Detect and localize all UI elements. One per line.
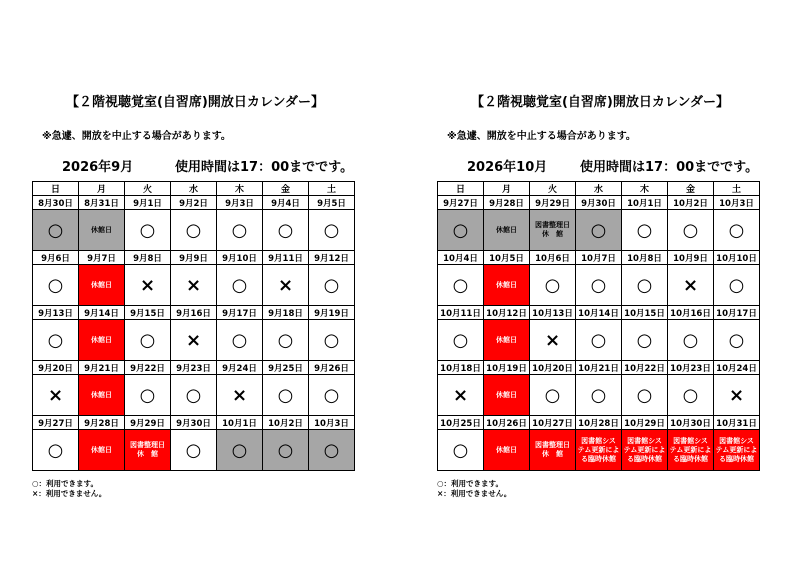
- weekday-header: 土: [714, 182, 760, 196]
- date-cell: 9月11日: [263, 251, 309, 265]
- date-cell: 10月8日: [622, 251, 668, 265]
- status-row: [438, 320, 760, 361]
- status-cell: 休館日: [79, 430, 125, 471]
- date-cell: 10月25日: [438, 416, 484, 430]
- status-cell: ○: [530, 375, 576, 416]
- date-cell: 10月26日: [484, 416, 530, 430]
- date-cell: 9月23日: [171, 361, 217, 375]
- date-row: [33, 251, 355, 265]
- weekday-header: 金: [263, 182, 309, 196]
- date-cell: 10月2日: [668, 196, 714, 210]
- status-cell: ○: [309, 265, 355, 306]
- date-row: [438, 306, 760, 320]
- status-cell: ×: [530, 320, 576, 361]
- status-row: [438, 210, 760, 251]
- status-cell: ×: [714, 375, 760, 416]
- date-cell: 9月20日: [33, 361, 79, 375]
- status-cell: ○: [668, 375, 714, 416]
- status-cell: 図書整理日 休 館: [125, 430, 171, 471]
- date-cell: 9月19日: [309, 306, 355, 320]
- calendar-grid: [437, 181, 760, 471]
- date-cell: 9月27日: [33, 416, 79, 430]
- hours-notice: 使用時間は17：00までです。: [175, 160, 354, 175]
- date-cell: 9月10日: [217, 251, 263, 265]
- date-cell: 9月4日: [263, 196, 309, 210]
- date-cell: 9月7日: [79, 251, 125, 265]
- status-cell: ×: [171, 265, 217, 306]
- weekday-header: 木: [622, 182, 668, 196]
- date-cell: 10月20日: [530, 361, 576, 375]
- weekday-header: 土: [309, 182, 355, 196]
- calendar-october: [435, 0, 765, 565]
- date-row: [438, 251, 760, 265]
- status-cell: ○: [714, 320, 760, 361]
- status-cell: ○: [33, 265, 79, 306]
- date-cell: 10月31日: [714, 416, 760, 430]
- date-row: [438, 196, 760, 210]
- status-cell: ○: [171, 210, 217, 251]
- date-cell: 10月27日: [530, 416, 576, 430]
- status-cell: ○: [438, 320, 484, 361]
- status-cell: ×: [125, 265, 171, 306]
- status-cell: ○: [263, 320, 309, 361]
- status-row: [33, 210, 355, 251]
- date-row: [33, 306, 355, 320]
- weekday-header: 日: [438, 182, 484, 196]
- calendar-title: 【２階視聴覚室(自習席)開放日カレンダー】: [65, 95, 325, 110]
- weekday-header: 火: [530, 182, 576, 196]
- status-cell: 休館日: [484, 430, 530, 471]
- status-cell: ○: [125, 320, 171, 361]
- date-cell: 8月31日: [79, 196, 125, 210]
- date-cell: 10月24日: [714, 361, 760, 375]
- status-cell: 休館日: [79, 265, 125, 306]
- status-cell: ○: [33, 430, 79, 471]
- weekday-header: 月: [484, 182, 530, 196]
- legend-item: ○：利用できます。: [32, 479, 98, 488]
- date-cell: 10月10日: [714, 251, 760, 265]
- month-label: 2026年9月: [62, 160, 134, 175]
- date-cell: 9月3日: [217, 196, 263, 210]
- status-cell: 図書整理日 休 館: [530, 430, 576, 471]
- status-cell: 休館日: [484, 375, 530, 416]
- date-cell: 9月30日: [576, 196, 622, 210]
- status-cell: ○: [263, 210, 309, 251]
- status-cell: ○: [125, 375, 171, 416]
- date-cell: 10月6日: [530, 251, 576, 265]
- date-cell: 10月19日: [484, 361, 530, 375]
- status-cell: 休館日: [484, 210, 530, 251]
- status-cell: ○: [576, 375, 622, 416]
- status-cell: ○: [714, 210, 760, 251]
- closure-notice: ※急遽、開放を中止する場合があります。: [447, 131, 636, 142]
- status-row: [33, 375, 355, 416]
- status-cell: 休館日: [79, 320, 125, 361]
- status-cell: ○: [309, 210, 355, 251]
- date-cell: 10月1日: [217, 416, 263, 430]
- status-cell: ×: [33, 375, 79, 416]
- weekday-header: 火: [125, 182, 171, 196]
- status-cell: ○: [668, 320, 714, 361]
- status-cell: ○: [171, 430, 217, 471]
- status-row: [33, 320, 355, 361]
- date-cell: 10月14日: [576, 306, 622, 320]
- status-cell: ○: [622, 265, 668, 306]
- legend-item: ×：利用できません。: [32, 489, 107, 498]
- date-cell: 10月1日: [622, 196, 668, 210]
- date-cell: 10月29日: [622, 416, 668, 430]
- status-cell: ×: [438, 375, 484, 416]
- date-cell: 9月9日: [171, 251, 217, 265]
- date-cell: 9月18日: [263, 306, 309, 320]
- status-cell: ○: [438, 265, 484, 306]
- date-cell: 9月2日: [171, 196, 217, 210]
- legend-item: ○：利用できます。: [437, 479, 503, 488]
- status-cell: 図書館シス テム更新によ る臨時休館: [668, 430, 714, 471]
- weekday-header-row: [438, 182, 760, 196]
- calendar-grid: [32, 181, 355, 471]
- date-cell: 9月22日: [125, 361, 171, 375]
- calendar-title: 【２階視聴覚室(自習席)開放日カレンダー】: [470, 95, 730, 110]
- date-cell: 10月22日: [622, 361, 668, 375]
- status-row: [438, 430, 760, 471]
- weekday-header: 日: [33, 182, 79, 196]
- date-cell: 9月1日: [125, 196, 171, 210]
- date-cell: 9月17日: [217, 306, 263, 320]
- month-label: 2026年10月: [467, 160, 548, 175]
- date-cell: 9月8日: [125, 251, 171, 265]
- date-cell: 9月16日: [171, 306, 217, 320]
- status-cell: 休館日: [484, 265, 530, 306]
- date-cell: 10月21日: [576, 361, 622, 375]
- date-cell: 8月30日: [33, 196, 79, 210]
- date-row: [33, 416, 355, 430]
- hours-notice: 使用時間は17：00までです。: [580, 160, 759, 175]
- status-cell: ○: [217, 265, 263, 306]
- status-cell: ×: [171, 320, 217, 361]
- date-row: [33, 361, 355, 375]
- status-cell: ×: [668, 265, 714, 306]
- date-cell: 10月12日: [484, 306, 530, 320]
- date-cell: 9月14日: [79, 306, 125, 320]
- date-cell: 9月15日: [125, 306, 171, 320]
- date-cell: 9月6日: [33, 251, 79, 265]
- status-cell: ○: [33, 210, 79, 251]
- date-cell: 9月28日: [79, 416, 125, 430]
- status-cell: ○: [309, 375, 355, 416]
- status-cell: 休館日: [484, 320, 530, 361]
- date-cell: 9月24日: [217, 361, 263, 375]
- date-cell: 9月30日: [171, 416, 217, 430]
- date-cell: 10月17日: [714, 306, 760, 320]
- date-cell: 9月26日: [309, 361, 355, 375]
- status-cell: 図書館シス テム更新によ る臨時休館: [714, 430, 760, 471]
- status-cell: ○: [714, 265, 760, 306]
- date-cell: 10月30日: [668, 416, 714, 430]
- status-cell: ○: [217, 430, 263, 471]
- status-cell: 図書整理日 休 館: [530, 210, 576, 251]
- date-cell: 10月18日: [438, 361, 484, 375]
- calendar-september: [30, 0, 360, 565]
- date-row: [33, 196, 355, 210]
- status-cell: ○: [217, 320, 263, 361]
- status-cell: 図書館シス テム更新によ る臨時休館: [576, 430, 622, 471]
- status-row: [438, 265, 760, 306]
- status-cell: ○: [576, 210, 622, 251]
- status-cell: ○: [576, 320, 622, 361]
- date-cell: 10月11日: [438, 306, 484, 320]
- date-cell: 10月23日: [668, 361, 714, 375]
- status-cell: ○: [668, 210, 714, 251]
- date-cell: 10月16日: [668, 306, 714, 320]
- status-cell: ○: [309, 320, 355, 361]
- status-cell: ○: [33, 320, 79, 361]
- date-cell: 10月9日: [668, 251, 714, 265]
- date-row: [438, 416, 760, 430]
- date-cell: 10月3日: [309, 416, 355, 430]
- date-cell: 9月27日: [438, 196, 484, 210]
- date-cell: 9月12日: [309, 251, 355, 265]
- status-cell: ○: [263, 430, 309, 471]
- date-cell: 10月2日: [263, 416, 309, 430]
- closure-notice: ※急遽、開放を中止する場合があります。: [42, 131, 231, 142]
- date-cell: 10月3日: [714, 196, 760, 210]
- date-cell: 9月21日: [79, 361, 125, 375]
- status-cell: 休館日: [79, 375, 125, 416]
- weekday-header: 水: [171, 182, 217, 196]
- status-cell: ○: [576, 265, 622, 306]
- status-cell: ○: [263, 375, 309, 416]
- weekday-header: 月: [79, 182, 125, 196]
- status-cell: ○: [217, 210, 263, 251]
- date-cell: 9月13日: [33, 306, 79, 320]
- date-cell: 10月15日: [622, 306, 668, 320]
- status-cell: ○: [622, 375, 668, 416]
- status-cell: ○: [171, 375, 217, 416]
- status-row: [33, 430, 355, 471]
- date-cell: 10月28日: [576, 416, 622, 430]
- legend-item: ×：利用できません。: [437, 489, 512, 498]
- date-cell: 9月29日: [530, 196, 576, 210]
- status-cell: ○: [622, 320, 668, 361]
- status-cell: 図書館シス テム更新によ る臨時休館: [622, 430, 668, 471]
- status-cell: ○: [530, 265, 576, 306]
- status-row: [33, 265, 355, 306]
- date-row: [438, 361, 760, 375]
- status-row: [438, 375, 760, 416]
- status-cell: ×: [217, 375, 263, 416]
- date-cell: 9月29日: [125, 416, 171, 430]
- status-cell: ○: [309, 430, 355, 471]
- status-cell: ○: [622, 210, 668, 251]
- date-cell: 10月5日: [484, 251, 530, 265]
- date-cell: 10月13日: [530, 306, 576, 320]
- status-cell: ○: [438, 430, 484, 471]
- status-cell: 休館日: [79, 210, 125, 251]
- weekday-header: 金: [668, 182, 714, 196]
- date-cell: 10月4日: [438, 251, 484, 265]
- date-cell: 9月28日: [484, 196, 530, 210]
- weekday-header: 水: [576, 182, 622, 196]
- status-cell: ○: [125, 210, 171, 251]
- status-cell: ×: [263, 265, 309, 306]
- date-cell: 9月5日: [309, 196, 355, 210]
- weekday-header: 木: [217, 182, 263, 196]
- date-cell: 10月7日: [576, 251, 622, 265]
- date-cell: 9月25日: [263, 361, 309, 375]
- status-cell: ○: [438, 210, 484, 251]
- weekday-header-row: [33, 182, 355, 196]
